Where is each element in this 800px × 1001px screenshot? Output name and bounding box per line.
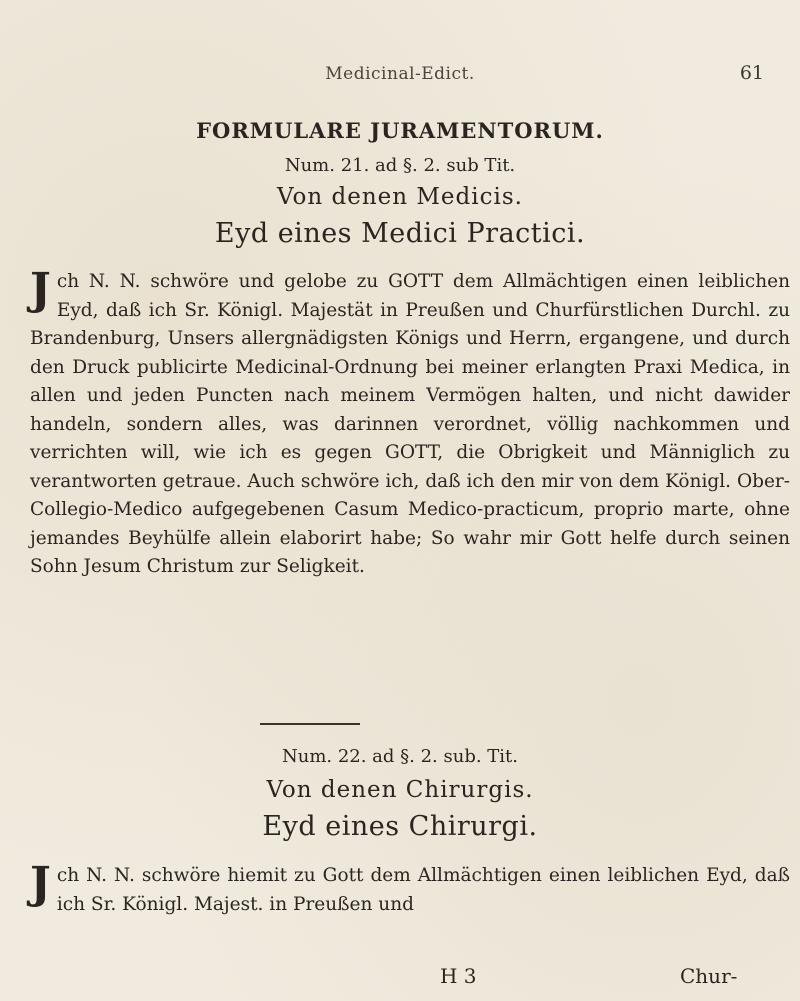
section1-num-line <box>0 155 800 176</box>
page-number: 61 <box>739 62 764 84</box>
section-heading-eyd-2: Eyd eines Chirurgi. <box>262 811 538 842</box>
section1-von-line <box>0 184 800 210</box>
oath-text-chirurgi <box>30 858 790 919</box>
oath-paragraph-2: ch N. N. schwöre hiemit zu Gott dem Allmächtigen einen leiblichen Eyd, daß ich Sr. Königl. Majest. in Preußen und <box>56 865 790 915</box>
dropcap: J <box>30 264 51 315</box>
section-heading-von-2: Von denen Chirurgis. <box>266 777 534 803</box>
section-heading-von: Von denen Medicis. <box>277 184 523 210</box>
signature-mark: H 3 <box>440 964 477 988</box>
section1-eyd-line <box>0 218 800 249</box>
section-formulare-header <box>0 118 800 143</box>
section-heading-eyd: Eyd eines Medici Practici. <box>214 218 586 249</box>
oath-paragraph: ch N. N. schwöre und gelobe zu GOTT dem Allmächtigen einen leiblichen Eyd, daß ich Sr. Königl. Majestät in Preußen und Churfürstlichen Durchl. zu Brandenburg, Unsers allergnädigsten Königs und Herrn, ergangene, und durch den Druck publicirte Medicinal-Ordnung bei meiner erlangten Praxi Medica, in allen und jeden Puncten nach meinem Vermögen halten, und nicht dawider handeln, sondern alles, was darinnen verordnet, völlig nachkommen und verrichten will, wie ich es gegen GOTT, die Obrigkeit und Männiglich zu verantworten getraue. Auch schwöre ich, daß ich den mir von dem Königl. Ober-Collegio-Medico aufgegebenen Casum Medico-practicum, proprio marte, ohne jemandes Beyhülfe allein elaborirt habe; So wahr mir Gott helfe durch seinen Sohn Jesum Christum zur Seligkeit. <box>30 271 790 577</box>
section2-von-line <box>0 777 800 803</box>
catchword: Chur- <box>680 964 738 988</box>
running-head: Medicinal-Edict. <box>325 64 475 84</box>
section2-eyd-line <box>0 811 800 842</box>
dropcap-2: J <box>30 858 51 909</box>
section2-num-line <box>0 746 800 767</box>
oath-text-medici <box>30 264 790 582</box>
num-reference: Num. 21. ad §. 2. sub Tit. <box>284 155 516 176</box>
num-reference-2: Num. 22. ad §. 2. sub. Tit. <box>281 746 519 767</box>
main-title: FORMULARE JURAMENTORUM. <box>196 118 604 143</box>
section-divider <box>260 723 360 725</box>
